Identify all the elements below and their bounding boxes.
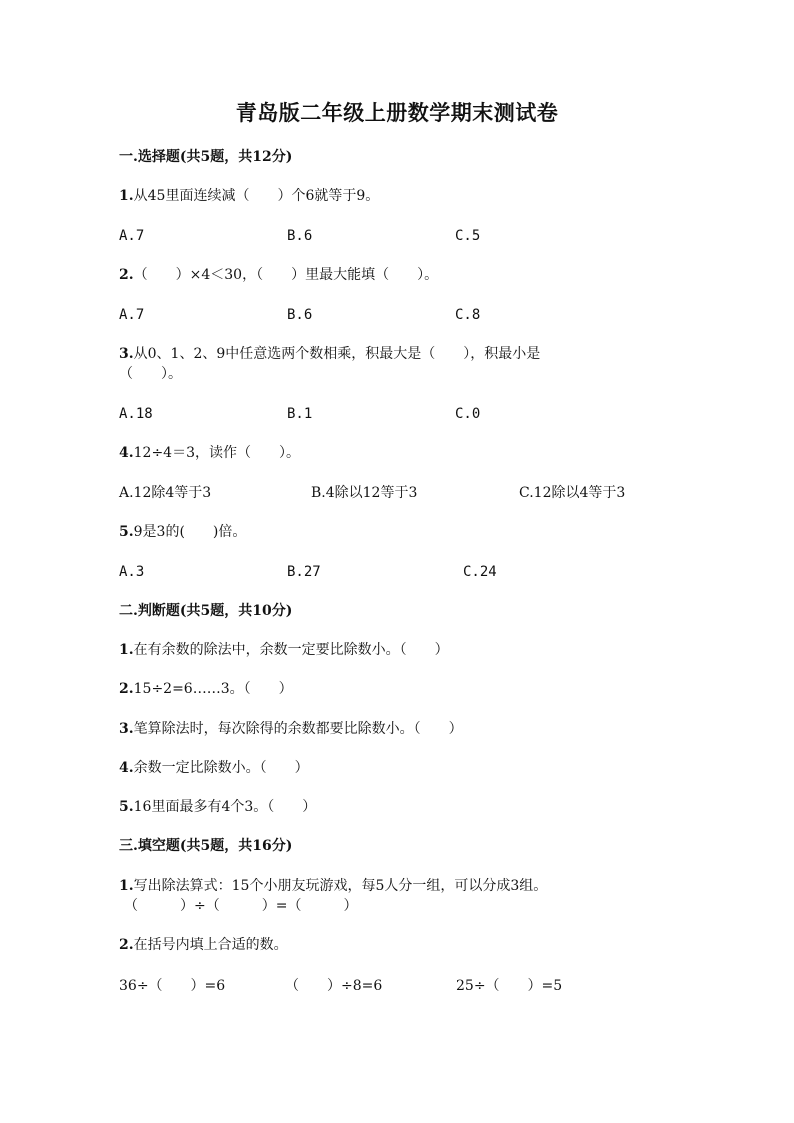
question-number: 4.	[119, 760, 134, 776]
option-a: A.7	[119, 307, 145, 323]
question-4	[119, 443, 300, 463]
question-number: 2.	[119, 681, 134, 697]
fill-question-2	[119, 935, 288, 955]
option-c: C.8	[455, 307, 481, 323]
question-5	[119, 522, 246, 542]
question-text: 16里面最多有4个3。（ ）	[133, 799, 317, 815]
question-number: 5.	[119, 799, 134, 815]
question-text: 从0、1、2、9中任意选两个数相乘，积最大是（ ），积最小是	[133, 346, 541, 362]
option-c: C.5	[455, 228, 481, 244]
fill-question-1	[119, 876, 547, 896]
question-text: 笔算除法时，每次除得的余数都要比除数小。（ ）	[133, 721, 463, 737]
question-number: 3.	[119, 721, 134, 737]
question-text: 在括号内填上合适的数。	[133, 937, 288, 953]
question-text: 15÷2=6……3。（ ）	[133, 681, 293, 697]
fill-question-1-blank: （ ）÷（ ）=（ ）	[124, 898, 358, 914]
judgement-item-1	[119, 640, 449, 660]
question-number: 1.	[119, 878, 134, 894]
section-heading-choice: 一.选择题(共5题，共12分)	[119, 149, 293, 165]
question-text: 从45里面连续减（ ）个6就等于9。	[133, 188, 380, 204]
fill-blank-1: 36÷（ ）=6	[119, 978, 226, 994]
page-title: 青岛版二年级上册数学期末测试卷	[235, 100, 559, 125]
option-b: B.6	[287, 228, 313, 244]
question-3-continued: （ ）。	[119, 366, 182, 382]
question-text: 12÷4＝3，读作（ ）。	[133, 445, 300, 461]
judgement-item-5	[119, 797, 316, 817]
question-text: 9是3的( )倍。	[133, 524, 247, 540]
option-c: C.0	[455, 406, 481, 422]
option-c: C.12除以4等于3	[519, 485, 626, 501]
judgement-item-3	[119, 719, 463, 739]
option-b: B.1	[287, 406, 313, 422]
option-a: A.7	[119, 228, 145, 244]
question-number: 1.	[119, 642, 134, 658]
option-b: B.4除以12等于3	[311, 485, 418, 501]
question-text: 在有余数的除法中，余数一定要比除数小。（ ）	[133, 642, 449, 658]
option-b: B.6	[287, 307, 313, 323]
question-text: 余数一定比除数小。（ ）	[133, 760, 309, 776]
section-heading-fill-in: 三.填空题(共5题，共16分)	[119, 838, 293, 854]
option-b: B.27	[287, 564, 321, 580]
section-heading-judgement: 二.判断题(共5题，共10分)	[119, 603, 293, 619]
question-1	[119, 186, 379, 206]
judgement-item-4	[119, 758, 309, 778]
option-a: A.18	[119, 406, 153, 422]
option-c: C.24	[463, 564, 497, 580]
question-2	[119, 265, 438, 285]
question-number: 5.	[119, 524, 134, 540]
question-text: 写出除法算式：15个小朋友玩游戏，每5人分一组，可以分成3组。	[133, 878, 548, 894]
question-number: 1.	[119, 188, 134, 204]
fill-blank-2: （ ）÷8=6	[285, 978, 383, 994]
option-a: A.3	[119, 564, 145, 580]
question-text: （ ）×4＜30，（ ）里最大能填（ ）。	[133, 267, 439, 283]
question-number: 3.	[119, 346, 134, 362]
judgement-item-2	[119, 679, 293, 699]
question-number: 2.	[119, 937, 134, 953]
question-3	[119, 344, 540, 364]
question-number: 4.	[119, 445, 134, 461]
fill-blank-3: 25÷（ ）=5	[456, 978, 563, 994]
question-number: 2.	[119, 267, 134, 283]
option-a: A.12除4等于3	[119, 485, 212, 501]
